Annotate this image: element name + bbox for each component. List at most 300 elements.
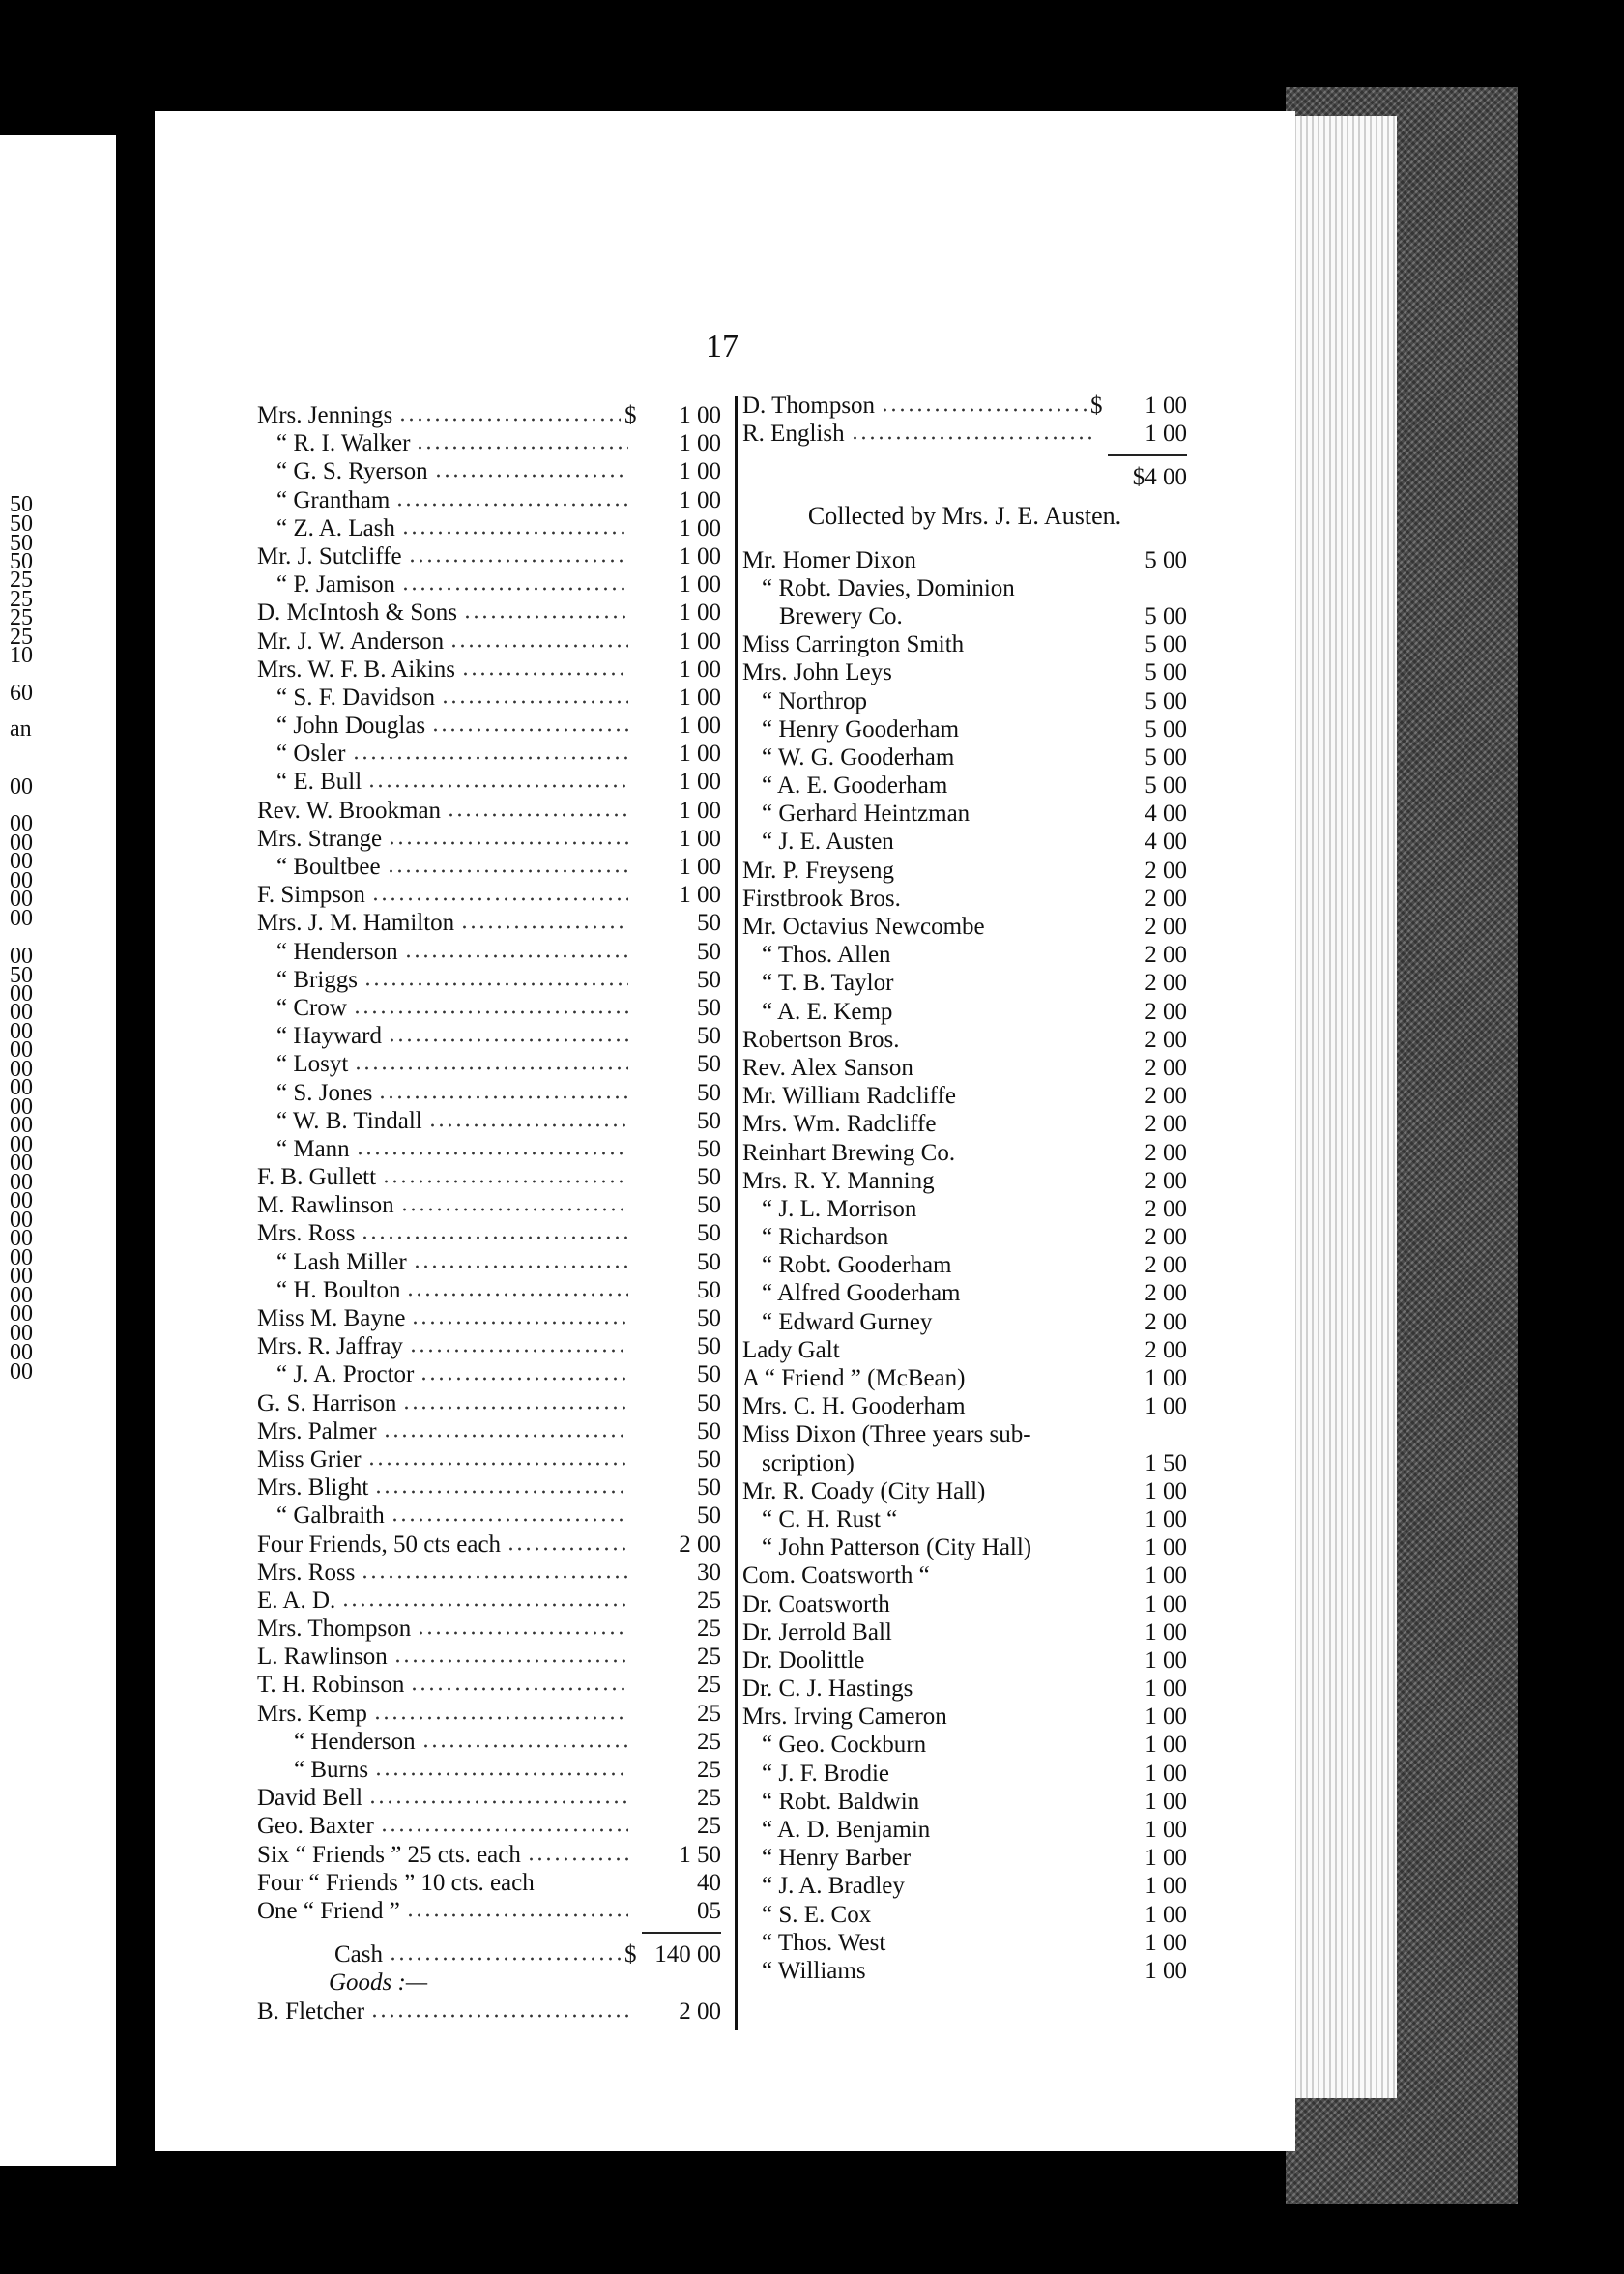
- previous-page-amount: 00: [10, 981, 33, 1006]
- previous-page-amount: 50: [10, 511, 33, 537]
- previous-page-amount: 60: [10, 681, 33, 706]
- subscriber-name: Mrs. Ross: [257, 1220, 356, 1247]
- previous-page-amount: 50: [10, 549, 33, 574]
- subscription-amount: 1 00: [1145, 421, 1187, 448]
- subscriber-name: R. English: [742, 421, 845, 448]
- ledger-row: [742, 743, 1187, 772]
- ledger-row: [742, 602, 1187, 630]
- subscriber-name: “ Northrop: [762, 687, 867, 714]
- subscription-amount: 2 00: [1145, 1224, 1187, 1251]
- ledger-row: [257, 1940, 721, 1968]
- subscription-amount: 2 00: [1145, 998, 1187, 1025]
- previous-page-amount: 25: [10, 587, 33, 612]
- subscription-amount: 25: [697, 1813, 721, 1840]
- subscription-amount: 1 00: [1145, 1365, 1187, 1391]
- dot-leader: [428, 1123, 628, 1127]
- subscription-amount: 2 00: [1145, 1026, 1187, 1053]
- ledger-row: [257, 598, 721, 627]
- subscriber-name: “ J. A. Proctor: [276, 1361, 415, 1388]
- subscription-amount: 5 00: [1145, 546, 1187, 573]
- goods-heading: Goods :—: [329, 1969, 428, 1997]
- subscription-amount: 4 00: [1145, 829, 1187, 856]
- subscription-amount: 40: [697, 1869, 721, 1896]
- subscriber-name: “ Edward Gurney: [762, 1308, 933, 1335]
- subscription-amount: 25: [697, 1616, 721, 1643]
- previous-page-amount: 50: [10, 531, 33, 556]
- dot-leader: [374, 1490, 628, 1494]
- subscription-amount: 2 00: [1145, 942, 1187, 969]
- ledger-row: [742, 1251, 1187, 1279]
- ledger-row: [742, 392, 1187, 420]
- subscription-amount: 1 00: [1145, 1732, 1187, 1759]
- subscription-amount: 1 50: [1145, 1449, 1187, 1476]
- subscriber-name: Mrs. C. H. Gooderham: [742, 1393, 966, 1420]
- subscriber-name: Mrs. Irving Cameron: [742, 1704, 947, 1731]
- dot-leader: [404, 954, 628, 958]
- subscription-amount: 1 00: [1145, 1957, 1187, 1984]
- subscriber-name: “ S. F. Davidson: [276, 684, 435, 711]
- ledger-row: [257, 570, 721, 598]
- ledger-row: [257, 1700, 721, 1728]
- dot-leader: [447, 813, 628, 817]
- ledger-row: [257, 1531, 721, 1559]
- ledger-row: [742, 913, 1187, 941]
- ledger-row: [742, 1308, 1187, 1336]
- subscription-amount: 2 00: [1145, 885, 1187, 912]
- ledger-row: [742, 1901, 1187, 1929]
- subscription-amount: 50: [697, 1107, 721, 1134]
- subscription-amount: 1 00: [1145, 1817, 1187, 1843]
- subscriber-name: Mr. Octavius Newcombe: [742, 914, 985, 940]
- subscriber-name: “ R. I. Walker: [276, 430, 411, 457]
- subscription-amount: 1 00: [679, 825, 721, 852]
- dot-leader: [353, 1010, 628, 1014]
- subscription-amount: 50: [697, 1248, 721, 1275]
- dot-leader: [410, 1687, 628, 1691]
- subscription-amount: 50: [697, 1023, 721, 1050]
- ledger-row: [742, 1760, 1187, 1788]
- previous-page-amount: 00: [10, 1283, 33, 1308]
- ledger-row: [257, 1191, 721, 1219]
- dot-leader: [413, 1265, 628, 1268]
- subscriber-name: “ Osler: [276, 741, 346, 768]
- ledger-row: [257, 1812, 721, 1840]
- dot-leader: [527, 1857, 628, 1861]
- previous-page-amount: 00: [10, 774, 33, 800]
- ledger-row: [742, 1505, 1187, 1533]
- dot-leader: [395, 503, 628, 507]
- subscriber-name: Mr. Homer Dixon: [742, 546, 916, 573]
- subscription-amount: 2 00: [1145, 1252, 1187, 1279]
- subscription-amount: 05: [697, 1897, 721, 1924]
- subscription-amount: 1 00: [679, 854, 721, 880]
- subscriber-name: “ Galbraith: [276, 1502, 385, 1530]
- previous-page-amount: 25: [10, 625, 33, 650]
- ledger-row: [742, 941, 1187, 969]
- subscriber-name: “ A. E. Gooderham: [762, 773, 948, 800]
- ledger-row: [742, 715, 1187, 743]
- subscriber-name: “ J. E. Austen: [762, 829, 894, 856]
- ledger-row: [742, 1618, 1187, 1647]
- subscription-amount: 1 00: [1145, 1562, 1187, 1589]
- subscriber-name: Miss Dixon (Three years sub-: [742, 1421, 1031, 1448]
- ledger-row: [257, 966, 721, 994]
- ledger-row: [742, 1731, 1187, 1759]
- subscription-amount: 25: [697, 1587, 721, 1614]
- previous-page-amount: an: [10, 716, 32, 742]
- subscriber-name: Dr. Coatsworth: [742, 1590, 890, 1618]
- subscriber-name: Mrs. Thompson: [257, 1616, 412, 1643]
- dot-leader: [400, 1208, 628, 1211]
- previous-page-amount: 00: [10, 831, 33, 856]
- previous-page-edge: [0, 135, 116, 2166]
- subscription-amount: 2 00: [1145, 1280, 1187, 1307]
- ledger-row: [257, 768, 721, 796]
- subscriber-name: D. McIntosh & Sons: [257, 599, 457, 627]
- ledger-row: [257, 1389, 721, 1417]
- subscription-amount: 50: [697, 1361, 721, 1388]
- subscriber-name: Firstbrook Bros.: [742, 885, 901, 912]
- subscription-amount: 25: [697, 1757, 721, 1783]
- previous-page-amount: 00: [10, 1245, 33, 1270]
- dot-leader: [367, 784, 628, 788]
- subscriber-name: Four “ Friends ” 10 cts. each: [257, 1869, 535, 1896]
- subscriber-name: Mr. P. Freyseng: [742, 857, 894, 884]
- subscription-amount: 2 00: [679, 1531, 721, 1558]
- subscriber-name: L. Rawlinson: [257, 1644, 388, 1671]
- subscriber-name: G. S. Harrison: [257, 1389, 397, 1416]
- subscription-amount: 25: [697, 1644, 721, 1671]
- subscription-amount: 1 00: [1145, 1929, 1187, 1956]
- page-number: 17: [706, 329, 739, 364]
- subscriber-name: Rev. W. Brookman: [257, 797, 442, 824]
- subscription-amount: 5 00: [1145, 743, 1187, 771]
- subscriber-name: “ John Douglas: [276, 713, 426, 740]
- ledger-row: [257, 1445, 721, 1473]
- ledger-row: [257, 1022, 721, 1050]
- dot-leader: [382, 1180, 628, 1183]
- subscriber-name: “ J. L. Morrison: [762, 1195, 917, 1222]
- dot-leader: [441, 700, 628, 704]
- subscription-amount: 1 00: [1145, 1760, 1187, 1787]
- subscription-amount: 1 00: [1145, 1477, 1187, 1504]
- subscriber-name: Dr. Doolittle: [742, 1647, 865, 1674]
- ledger-row: [742, 687, 1187, 715]
- ledger-row: [257, 1997, 721, 2026]
- ledger-row: [257, 486, 721, 514]
- previous-page-amount: 00: [10, 849, 33, 874]
- previous-page-amount: 00: [10, 1132, 33, 1157]
- subscription-amount: 2 00: [1145, 1111, 1187, 1138]
- subscriber-name: “ P. Jamison: [276, 571, 395, 598]
- previous-page-amount: 00: [10, 887, 33, 912]
- previous-page-amount: 00: [10, 1226, 33, 1251]
- subscription-amount: 5 00: [1145, 773, 1187, 800]
- subscriber-name: “ S. E. Cox: [762, 1901, 872, 1928]
- subscriber-name: “ Losyt: [276, 1051, 349, 1078]
- ledger-row: [257, 1643, 721, 1671]
- previous-page-amount: 00: [10, 1340, 33, 1365]
- previous-page-amount: 25: [10, 605, 33, 630]
- ledger-row: [742, 1449, 1187, 1477]
- subscriber-name: “ Robt. Baldwin: [762, 1788, 920, 1815]
- subscriber-name: “ Crow: [276, 994, 347, 1021]
- dot-leader: [409, 1349, 628, 1353]
- dot-leader: [408, 559, 628, 563]
- ledger-row: [257, 909, 721, 937]
- subscription-amount: 1 00: [1145, 1618, 1187, 1646]
- book-gutter: [116, 97, 155, 2175]
- subscription-amount: 1 00: [1145, 1788, 1187, 1815]
- subscriber-name: “ Geo. Cockburn: [762, 1732, 927, 1759]
- previous-page-amount: 00: [10, 811, 33, 836]
- subscriber-name: Miss Carrington Smith: [742, 631, 965, 658]
- subscriber-name: “ W. G. Gooderham: [762, 743, 955, 771]
- ledger-row: [257, 1135, 721, 1163]
- subscription-amount: 1 00: [679, 599, 721, 627]
- subscription-amount: 30: [697, 1559, 721, 1586]
- left-column: [257, 401, 721, 2026]
- ledger-row: [742, 772, 1187, 800]
- subscriber-name: “ J. F. Brodie: [762, 1760, 890, 1787]
- subscriber-name: Rev. Alex Sanson: [742, 1054, 914, 1081]
- dot-leader: [421, 1744, 628, 1748]
- ledger-row: [257, 1728, 721, 1756]
- subscription-amount: 50: [697, 1417, 721, 1444]
- subscription-amount: 1 50: [679, 1841, 721, 1868]
- previous-page-amount: 00: [10, 1301, 33, 1326]
- subscription-amount: 25: [697, 1728, 721, 1755]
- subscriber-name: “ Robt. Davies, Dominion: [762, 574, 1015, 601]
- ledger-row: [257, 1163, 721, 1191]
- subscription-amount: 2 00: [1145, 1308, 1187, 1335]
- subscriber-name: Mrs. Kemp: [257, 1700, 367, 1727]
- previous-page-amount: 00: [10, 1359, 33, 1385]
- subscriber-name: F. Simpson: [257, 882, 365, 909]
- ledger-row: [257, 740, 721, 768]
- subscriber-name: One “ Friend ”: [257, 1897, 400, 1924]
- subscriber-name: E. A. D.: [257, 1587, 336, 1614]
- subscription-amount: 1 00: [679, 797, 721, 824]
- previous-page-amount: 00: [10, 1321, 33, 1346]
- subscription-amount: 1 00: [1145, 1534, 1187, 1561]
- dot-leader: [388, 1038, 628, 1042]
- subscriber-name: Mrs. Wm. Radcliffe: [742, 1111, 937, 1138]
- subscriber-name: “ Henry Gooderham: [762, 715, 960, 743]
- previous-page-amount: 00: [10, 1208, 33, 1233]
- dot-leader: [388, 841, 628, 845]
- subscription-amount: 2 00: [1145, 1167, 1187, 1194]
- dot-leader: [391, 1518, 628, 1522]
- ledger-row: [742, 1336, 1187, 1364]
- dot-leader: [401, 587, 628, 591]
- subscription-amount: 50: [697, 1333, 721, 1360]
- subscriber-name: “ Gerhard Heintzman: [762, 801, 971, 828]
- subscriber-name: David Bell: [257, 1785, 363, 1812]
- dot-leader: [387, 869, 628, 873]
- ledger-row: [742, 658, 1187, 686]
- ledger-row: [257, 1248, 721, 1276]
- dot-leader: [881, 408, 1087, 412]
- subscription-amount: 1 00: [1145, 1901, 1187, 1928]
- subscription-amount: 2 00: [1145, 1336, 1187, 1363]
- ledger-row: [257, 684, 721, 712]
- dollar-sign: $: [1090, 393, 1103, 419]
- subscriber-name: “ Mann: [276, 1135, 350, 1162]
- ledger-row: [742, 1110, 1187, 1138]
- dot-leader: [363, 982, 628, 986]
- ledger-row: [742, 420, 1187, 448]
- ledger-row: [257, 1276, 721, 1304]
- dot-leader: [361, 1236, 628, 1239]
- subscriber-name: Mrs. Ross: [257, 1559, 356, 1586]
- ledger-row: [742, 1223, 1187, 1251]
- ledger-row: [742, 1279, 1187, 1307]
- ledger-row: [257, 1332, 721, 1360]
- ledger-row: [742, 546, 1187, 574]
- subscription-amount: 50: [697, 1389, 721, 1416]
- subscriber-name: “ Burns: [294, 1757, 369, 1783]
- subscription-amount: 1 00: [679, 769, 721, 796]
- ledger-row: [742, 1647, 1187, 1675]
- subscriber-name: Dr. C. J. Hastings: [742, 1676, 914, 1703]
- ledger-row: [742, 1054, 1187, 1082]
- subscription-amount: 1 00: [679, 514, 721, 541]
- subscriber-name: Cash: [334, 1941, 383, 1968]
- subscriber-name: Mrs. R. Y. Manning: [742, 1167, 935, 1194]
- ledger-row: [742, 1026, 1187, 1054]
- previous-page-amount: 00: [10, 868, 33, 893]
- subscription-amount: 1 00: [1145, 1704, 1187, 1731]
- dot-leader: [373, 1716, 628, 1720]
- previous-page-amount: 00: [10, 906, 33, 931]
- subscriber-name: Mrs. Blight: [257, 1474, 369, 1501]
- previous-page-amount: 00: [10, 1057, 33, 1082]
- subscriber-name: D. Thompson: [742, 393, 876, 419]
- subscriber-name: Mr. R. Coady (City Hall): [742, 1477, 986, 1504]
- subscription-amount: 1 00: [679, 402, 721, 428]
- collector-heading: Collected by Mrs. J. E. Austen.: [807, 501, 1122, 530]
- subscriber-name: Four Friends, 50 cts each: [257, 1531, 502, 1558]
- dot-leader: [361, 1575, 628, 1579]
- subscriber-name: Mrs. Palmer: [257, 1417, 377, 1444]
- ledger-row: [257, 1897, 721, 1925]
- subscription-amount: 5 00: [1145, 715, 1187, 743]
- ledger-row: [742, 574, 1187, 602]
- previous-page-amount: 10: [10, 643, 33, 668]
- subscriber-name: “ Henderson: [294, 1728, 416, 1755]
- subscriber-name: Com. Coatsworth “: [742, 1562, 930, 1589]
- dot-leader: [507, 1547, 628, 1551]
- dot-leader: [368, 1800, 628, 1804]
- dot-leader: [341, 1603, 628, 1607]
- subscriber-name: “ A. D. Benjamin: [762, 1817, 931, 1843]
- dollar-sign: $: [624, 1941, 637, 1968]
- ledger-row: [257, 1615, 721, 1643]
- dot-leader: [367, 1462, 628, 1466]
- subscription-amount: 2 00: [1145, 914, 1187, 940]
- dot-leader: [461, 672, 628, 676]
- goods-heading-row: [257, 1968, 721, 1997]
- subscription-amount: 5 00: [1145, 602, 1187, 629]
- dot-leader: [380, 1828, 628, 1832]
- subscription-amount: 50: [697, 1051, 721, 1078]
- subscription-amount: 25: [697, 1785, 721, 1812]
- subscription-amount: 50: [697, 910, 721, 937]
- ledger-row: [742, 1139, 1187, 1167]
- dot-leader: [383, 1434, 628, 1438]
- subscriber-name: B. Fletcher: [257, 1997, 365, 2025]
- subscription-amount: 25: [697, 1700, 721, 1727]
- previous-page-amount: 00: [10, 1113, 33, 1138]
- ledger-row: [257, 825, 721, 853]
- subscriber-name: “ Thos. West: [762, 1929, 886, 1956]
- subscription-amount: 5 00: [1145, 687, 1187, 714]
- ledger-row: [742, 1844, 1187, 1872]
- subscriber-name: A “ Friend ” (McBean): [742, 1365, 966, 1391]
- dot-leader: [393, 1659, 628, 1663]
- subscriber-name: Miss Grier: [257, 1445, 362, 1472]
- subscription-amount: 1 00: [679, 430, 721, 457]
- subscription-amount: 1 00: [1145, 1845, 1187, 1872]
- dot-leader: [389, 1957, 621, 1961]
- subscription-amount: 5 00: [1145, 631, 1187, 658]
- dot-leader: [371, 897, 628, 901]
- ledger-row: [742, 1195, 1187, 1223]
- dot-leader: [416, 446, 628, 450]
- subscription-amount: 1 00: [1145, 1590, 1187, 1618]
- total-rule: [257, 1925, 721, 1940]
- ledger-row: [742, 1082, 1187, 1110]
- subscriber-name: “ Boultbee: [276, 854, 381, 880]
- ledger-row: [257, 627, 721, 656]
- dot-leader: [370, 2014, 628, 2018]
- subscriber-name: “ W. B. Tindall: [276, 1107, 422, 1134]
- ledger-row: [742, 857, 1187, 885]
- subscriber-name: F. B. Gullett: [257, 1164, 377, 1191]
- subscription-amount: 140 00: [654, 1941, 721, 1968]
- dot-leader: [406, 1913, 628, 1917]
- subscription-amount: 2 00: [1145, 1054, 1187, 1081]
- subscriber-name: Lady Galt: [742, 1336, 840, 1363]
- ledger-row: [257, 1559, 721, 1587]
- subscriber-name: T. H. Robinson: [257, 1672, 405, 1699]
- subscriber-name: Mrs. J. M. Hamilton: [257, 910, 455, 937]
- ledger-row: [257, 1079, 721, 1107]
- subscriber-name: Miss M. Bayne: [257, 1305, 406, 1331]
- ledger-row: [257, 1304, 721, 1332]
- subscription-amount: 1 00: [679, 741, 721, 768]
- subscriber-name: scription): [762, 1449, 855, 1476]
- total-amount: $4 00: [1132, 464, 1187, 491]
- previous-page-amount: 00: [10, 1075, 33, 1100]
- subscriber-name: “ E. Bull: [276, 769, 362, 796]
- page-edges: [1290, 116, 1397, 2098]
- subscription-amount: 50: [697, 1220, 721, 1247]
- ledger-row: [257, 457, 721, 485]
- dot-leader: [356, 1152, 628, 1155]
- subscriber-name: Brewery Co.: [779, 602, 903, 629]
- ledger-row: [742, 1929, 1187, 1957]
- ledger-row: [742, 1788, 1187, 1816]
- dot-leader: [420, 1377, 628, 1381]
- subscriber-name: “ Henderson: [276, 938, 398, 965]
- ledger-row: [742, 1872, 1187, 1900]
- subscriber-name: “ A. E. Kemp: [762, 998, 893, 1025]
- subscriber-name: “ Briggs: [276, 966, 359, 993]
- dollar-sign: $: [624, 402, 637, 428]
- total-rule: [742, 448, 1187, 463]
